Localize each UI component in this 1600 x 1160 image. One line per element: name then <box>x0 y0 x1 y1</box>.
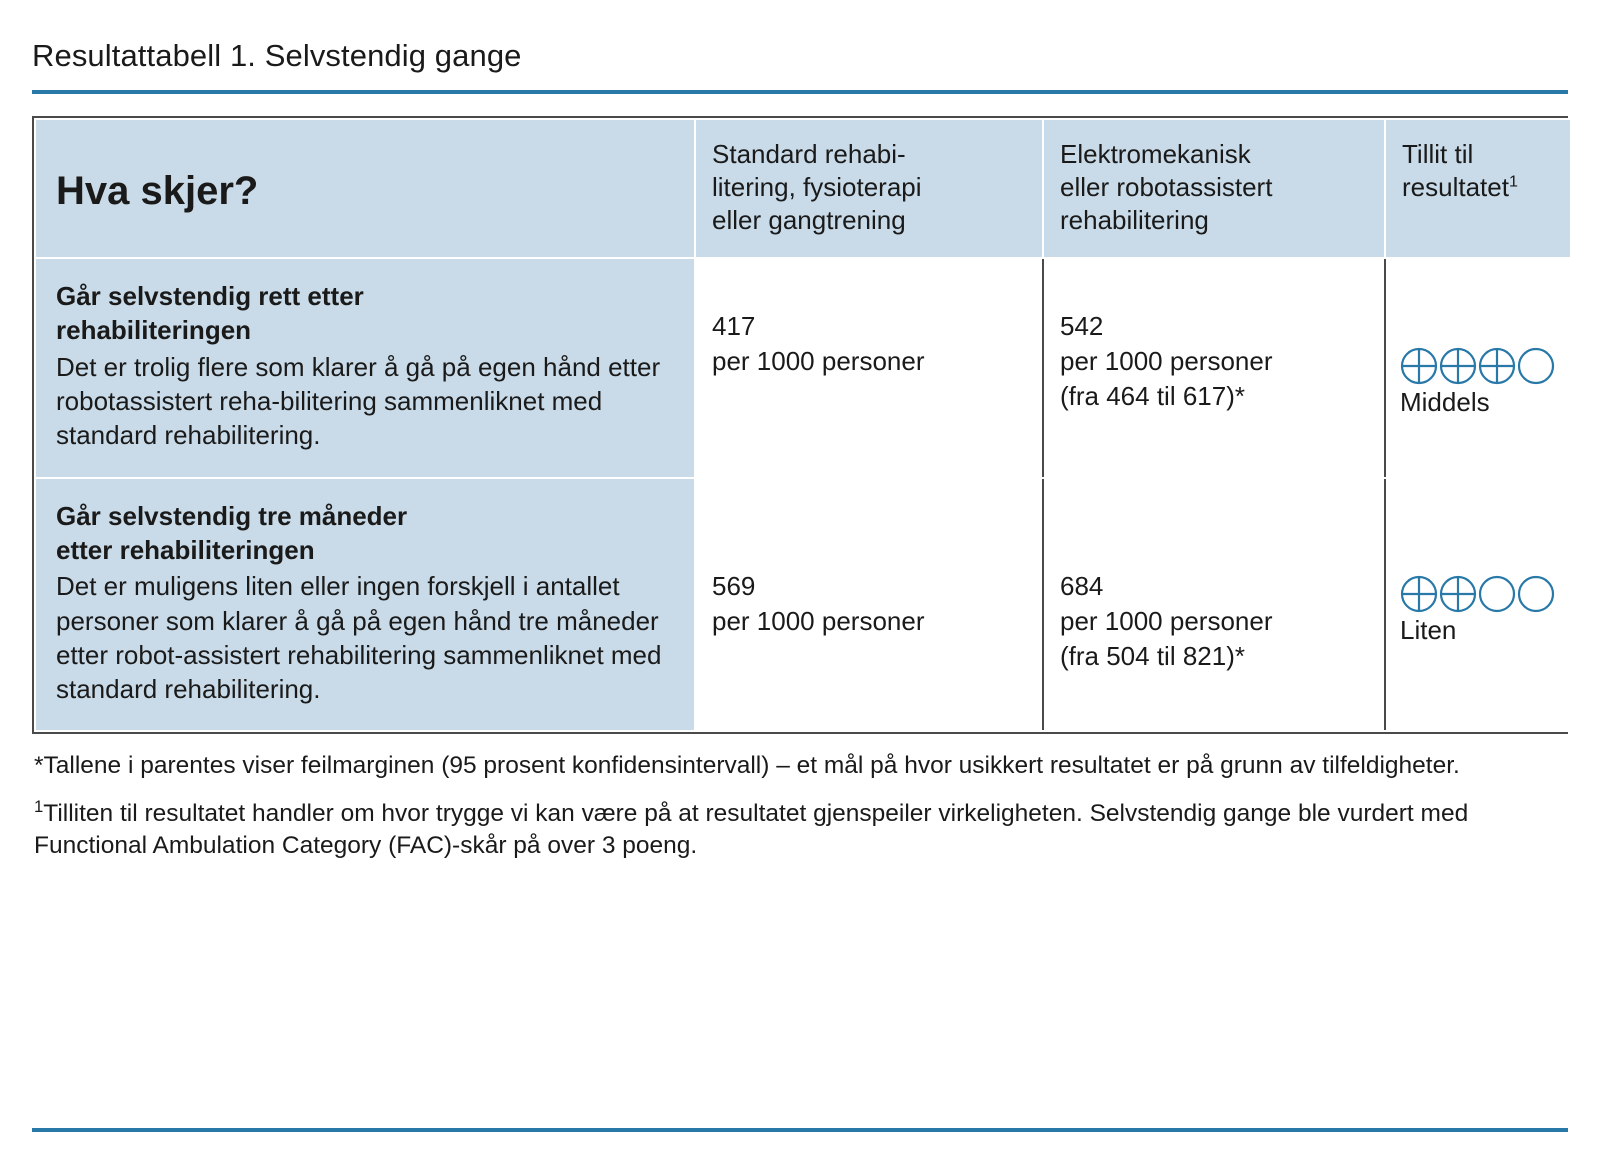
row1-robot-ci: (fra 464 til 617)* <box>1060 381 1245 412</box>
row1-description: Det er trolig flere som klarer å gå på egen hånd etter robotassistert reha-bilitering sammenliknet med standard rehabilitering. <box>56 351 661 451</box>
header-robot-line3: rehabilitering <box>1060 205 1209 236</box>
footnote-star-text: Tallene i parentes viser feilmarginen (95 prosent konfidensintervall) – et mål på hvor usikkert resultatet er på grunn av tilfeldigheter. <box>43 752 1460 780</box>
row2-confidence-circles <box>1400 575 1570 613</box>
header-confidence-line1: Tillit til <box>1402 139 1474 169</box>
row2-standard-cell <box>695 478 1043 732</box>
row1-confidence-circles <box>1400 347 1570 385</box>
row1-confidence-cell <box>1385 258 1571 478</box>
row1-title <box>56 279 672 348</box>
row2-robot-cell <box>1043 478 1385 732</box>
row2-description: Det er muligens liten eller ingen forskjell i antallet personer som klarer å gå på egen hånd tre måneder etter robot-assistert rehabilitering sammenliknet med standard rehabilitering. <box>56 571 662 705</box>
row2-standard-value: 569 <box>712 570 756 601</box>
header-confidence-footnote-marker: 1 <box>1508 172 1518 191</box>
footnote-one-marker: 1 <box>34 797 44 817</box>
page-title: Resultattabell 1. Selvstendig gange <box>32 38 522 73</box>
results-table <box>34 118 1572 732</box>
header-robot-line2: eller robotassistert <box>1060 172 1273 203</box>
row1-standard-cell <box>695 258 1043 478</box>
row1-robot-unit: per 1000 personer <box>1060 346 1273 377</box>
bottom-divider <box>32 1128 1568 1132</box>
row2-title-line2: etter rehabiliteringen <box>56 534 315 565</box>
row2-robot-unit: per 1000 personer <box>1060 605 1273 636</box>
row2-title <box>56 499 672 568</box>
row1-confidence-label: Middels <box>1400 387 1490 418</box>
header-what-happens: Hva skjer? <box>35 119 695 258</box>
top-divider <box>32 90 1568 94</box>
row1-standard-value: 417 <box>712 311 756 342</box>
footnote-one <box>34 798 1566 862</box>
header-robot-rehab <box>1043 119 1385 258</box>
row2-standard-unit: per 1000 personer <box>712 605 925 636</box>
row2-confidence-cell <box>1385 478 1571 732</box>
results-table-container <box>32 116 1568 734</box>
header-standard-line2: litering, fysioterapi <box>712 172 922 203</box>
row1-title-line1: Går selvstendig rett etter <box>56 281 364 312</box>
row2-description-cell <box>35 478 695 732</box>
header-standard-line3: eller gangtrening <box>712 205 906 236</box>
row2-robot-ci: (fra 504 til 821)* <box>1060 640 1245 671</box>
header-confidence <box>1385 119 1571 258</box>
footnotes <box>32 734 1568 862</box>
table-row <box>35 478 1571 732</box>
header-standard-line1: Standard rehabi- <box>712 139 906 169</box>
row1-standard-unit: per 1000 personer <box>712 346 925 377</box>
header-robot-line1: Elektromekanisk <box>1060 139 1251 169</box>
row1-title-line2: rehabiliteringen <box>56 315 252 346</box>
row2-title-line1: Går selvstendig tre måneder <box>56 500 408 531</box>
footnote-star-marker: * <box>34 752 44 780</box>
table-header-row <box>35 119 1571 258</box>
header-standard-rehab <box>695 119 1043 258</box>
header-confidence-line2: resultatet <box>1402 172 1509 203</box>
row1-robot-value: 542 <box>1060 311 1104 342</box>
row1-robot-cell <box>1043 258 1385 478</box>
footnote-one-text: Tilliten til resultatet handler om hvor trygge vi kan være på at resultatet gjenspeiler virkeligheten. Selvstendig gange ble vurdert med Functional Ambulation Category (FAC)-skår på over 3 poeng. <box>34 800 1469 860</box>
table-row <box>35 258 1571 478</box>
row2-confidence-label: Liten <box>1400 614 1457 645</box>
footnote-star <box>34 750 1566 782</box>
row2-robot-value: 684 <box>1060 570 1104 601</box>
row1-description-cell <box>35 258 695 478</box>
